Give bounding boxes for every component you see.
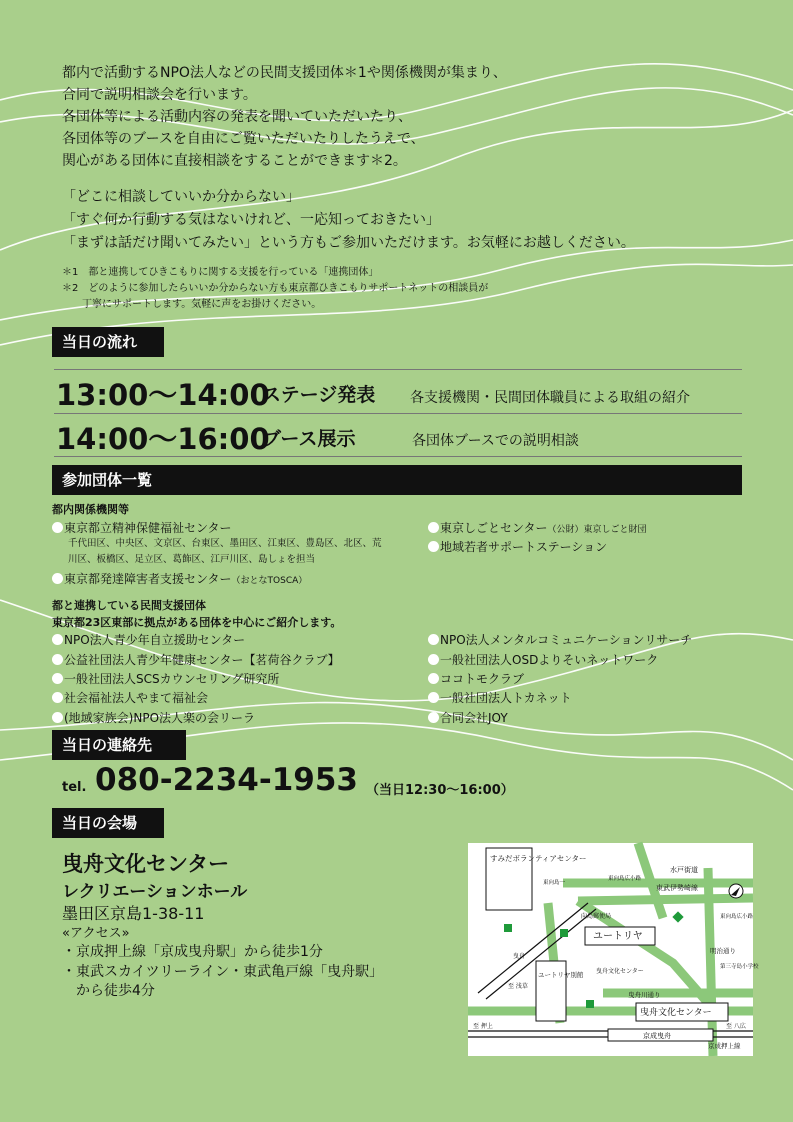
bullet-icon [428,654,439,665]
bullet-icon [52,522,63,533]
intro-text [62,62,762,172]
list-item [428,631,692,648]
map-label-river: 曳舟川通り [628,991,661,999]
map-label-mito: 水戸街道 [670,866,698,874]
bullet-icon [52,673,63,684]
venue-heading: 当日の会場 [52,808,164,838]
bullet-icon [52,692,63,703]
map-label-kosaten: 東向島広小路 [608,876,642,882]
quote-line: 「すぐ何か行動する気はないけれど、一応知っておきたい」 [62,212,440,228]
list-item [428,538,607,555]
private-title: 都と連携している民間支援団体 [52,599,206,612]
access-line: ・京成押上線「京成曳舟駅」から徒歩1分 [62,944,323,960]
org-name: 東京都立精神保健福祉センター [64,521,232,535]
bullet-icon [428,522,439,533]
schedule-heading: 当日の流れ [52,327,164,357]
bullet-icon [428,692,439,703]
org-name: 東京都発達障害者支援センター [64,572,232,586]
map-label-keisei-line: 京成押上線 [708,1042,741,1050]
map-marker-icon [560,929,568,937]
bullet-icon [52,654,63,665]
map-label-keisei-hikifune: 京成曳舟 [643,1032,671,1040]
intro-line: 関心がある団体に直接相談をすることができます＊2。 [62,153,407,169]
bullet-icon [428,541,439,552]
map-label-oshiage: 至 押上 [473,1023,493,1030]
list-item [52,570,307,587]
divider [54,369,742,370]
quote-line: 「まずは話だけ聞いてみたい」という方もご参加いただけます。お気軽にお越しください。 [62,235,635,251]
list-item [428,709,508,726]
org-name: 合同会社JOY [440,711,508,725]
map-label-kyodo: 東向島一 [543,880,566,886]
contact-heading: 当日の連絡先 [52,730,186,760]
quote-text [62,186,762,255]
intro-line: 都内で活動するNPO法人などの民間支援団体＊1や関係機関が集まり、 [62,65,507,81]
org-name: 一般社団法人SCSカウンセリング研究所 [64,672,280,686]
event-time: 14:00〜16:00 [56,422,270,456]
bullet-icon [428,712,439,723]
map-marker-icon [586,1000,594,1008]
quote-line: 「どこに相談していいか分からない」 [62,189,300,205]
org-name: 地域若者サポートステーション [440,540,608,554]
map-label-post: 向島郵便局 [581,913,612,920]
list-item [428,651,658,668]
list-item [52,519,232,536]
map-label-yutoriya: ユートリヤ [593,931,643,942]
list-item [52,689,208,706]
ward-list: 千代田区、中央区、文京区、台東区、墨田区、江東区、豊島区、北区、荒 [68,538,382,549]
intro-line: 合同で説明相談会を行います。 [62,87,257,103]
list-item [428,670,524,687]
map-label-school: 第三寺島小学校 [720,964,759,970]
official-title: 都内関係機関等 [52,503,129,516]
org-name: (地域家族会)NPO法人楽の会リーラ [64,711,256,725]
divider [54,413,742,414]
footnotes [62,265,762,313]
bullet-icon [428,634,439,645]
map-label-culture-center: 曳舟文化センター [640,1008,712,1018]
list-item [52,670,279,687]
map-label-hirokoji: 東向島広小路 [720,914,754,920]
bullet-icon [428,673,439,684]
org-name: NPO法人青少年自立援助センター [64,633,246,647]
ward-list: 川区、板橋区、足立区、葛飾区、江戸川区、島しょを担当 [68,554,316,565]
access-line: ・東武スカイツリーライン・東武亀戸線「曳舟駅」 [62,964,384,980]
org-name: 公益社団法人青少年健康センター【茗荷谷クラブ】 [64,653,340,667]
footnote: ＊1 都と連携してひきこもりに関する支援を行っている「連携団体」 [62,267,379,278]
venue-address: 墨田区京島1-38-11 [62,904,205,923]
venue-map [468,843,759,1056]
groups-heading: 参加団体一覧 [52,465,742,495]
bullet-icon [52,573,63,584]
map-label-yahiro: 至 八広 [726,1023,746,1030]
bullet-icon [52,712,63,723]
list-item [52,631,245,648]
intro-line: 各団体等のブースを自由にご覧いただいたりしたうえで、 [62,131,425,147]
tel-label: tel. [62,780,87,795]
org-name: 東京しごとセンター [440,521,548,535]
list-item [52,651,340,668]
map-label-meiji: 明治通り [710,947,736,955]
venue-hall: レクリエーションホール [62,882,248,902]
map-graphic [468,843,759,1056]
intro-line: 各団体等による活動内容の発表を聞いていただいたり、 [62,109,412,125]
map-label-isesaki: 東武伊勢崎線 [656,884,698,892]
org-name: NPO法人メンタルコミュニケーションリサーチ [440,633,693,647]
bekkan-box [536,961,566,1021]
access-title: «アクセス» [62,926,130,941]
org-name: 一般社団法人OSDよりそいネットワーク [440,653,659,667]
phone-number[interactable]: 080-2234-1953 [95,762,359,798]
org-name: ココトモクラブ [440,672,525,686]
bullet-icon [52,634,63,645]
contact-hours: （当日12:30〜16:00） [366,783,514,798]
private-subtitle: 東京都23区東部に拠点がある団体を中心にご紹介します。 [52,616,342,629]
map-label-volunteer: すみだボランティアセンター [490,854,587,863]
venue-name: 曳舟文化センター [62,852,230,876]
map-label-bekkan: ユートリヤ別館 [538,971,584,979]
list-item [428,519,647,536]
map-label-culture-small: 曳舟文化センター [596,968,644,975]
list-item [52,709,255,726]
event-name: ブース展示 [262,428,356,450]
map-label-hikifune: 曳舟 [513,953,526,960]
org-note: （公財）東京しごと財団 [547,525,647,535]
access-line: から徒歩4分 [62,983,155,999]
org-name: 一般社団法人トカネット [440,691,572,705]
event-name: ステージ発表 [262,384,376,406]
event-time: 13:00〜14:00 [56,378,270,412]
road [578,898,753,901]
event-desc: 各支援機関・民間団体職員による取組の紹介 [410,390,690,406]
footnote: 丁寧にサポートします。気軽に声をお掛けください。 [62,299,322,310]
event-desc: 各団体ブースでの説明相談 [412,433,579,449]
road [708,868,713,1056]
footnote: ＊2 どのように参加したらいいか分からない方も東京都ひきこもりサポートネットの相談員が [62,283,489,294]
org-note: （おとなTOSCA） [231,576,308,586]
divider [54,456,742,457]
map-marker-icon [504,924,512,932]
map-label-asakusa: 至 浅草 [508,983,528,990]
list-item [428,689,572,706]
org-name: 社会福祉法人やまて福祉会 [64,691,209,705]
